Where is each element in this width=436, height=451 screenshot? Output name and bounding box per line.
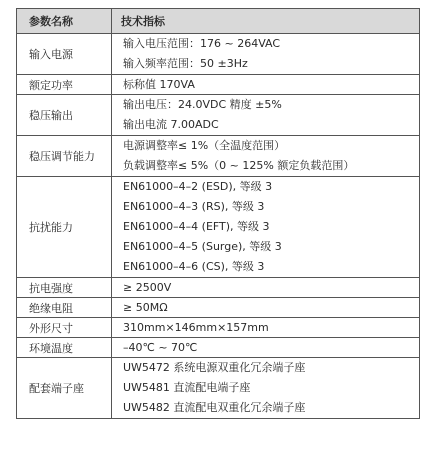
row-label: 外形尺寸 — [17, 318, 112, 338]
spec-line: 310mm×146mm×157mm — [123, 321, 269, 334]
spec-line: 负载调整率≤ 5%（0 ~ 125% 额定负载范围） — [123, 159, 355, 172]
row-label: 环境温度 — [17, 338, 112, 358]
spec-line: EN61000–4–6 (CS), 等级 3 — [123, 260, 265, 273]
row-label: 输入电源 — [17, 34, 112, 75]
spec-line: ≥ 2500V — [123, 281, 172, 294]
row-spec — [112, 278, 420, 298]
spec-line: 输入频率范围：50 ±3Hz — [123, 57, 248, 70]
spec-table — [16, 8, 420, 419]
spec-line: UW5472 系统电源双重化冗余端子座 — [123, 361, 306, 374]
table-row — [17, 298, 420, 318]
spec-line: EN61000–4–4 (EFT), 等级 3 — [123, 220, 270, 233]
row-spec — [112, 75, 420, 95]
row-label: 额定功率 — [17, 75, 112, 95]
spec-line: 输入电压范围：176 ~ 264VAC — [123, 37, 281, 50]
row-spec — [112, 136, 420, 177]
spec-line: EN61000–4–3 (RS), 等级 3 — [123, 200, 265, 213]
spec-line: UW5482 直流配电双重化冗余端子座 — [123, 401, 306, 414]
table-row — [17, 278, 420, 298]
row-spec — [112, 298, 420, 318]
header-row — [17, 9, 420, 34]
spec-line: 标称值 170VA — [123, 78, 195, 91]
table-row — [17, 34, 420, 75]
header-spec: 技术指标 — [112, 9, 420, 34]
row-spec — [112, 318, 420, 338]
table-row — [17, 338, 420, 358]
table-row — [17, 177, 420, 278]
spec-line: –40℃ ~ 70℃ — [123, 341, 198, 354]
spec-line: EN61000–4–2 (ESD), 等级 3 — [123, 180, 273, 193]
spec-line: 输出电压：24.0VDC 精度 ±5% — [123, 98, 282, 111]
row-spec — [112, 177, 420, 278]
row-spec — [112, 358, 420, 419]
table-row — [17, 136, 420, 177]
row-spec — [112, 338, 420, 358]
row-label: 抗电强度 — [17, 278, 112, 298]
spec-line: 电源调整率≤ 1%（全温度范围） — [123, 139, 286, 152]
row-label: 稳压调节能力 — [17, 136, 112, 177]
row-spec — [112, 95, 420, 136]
row-label: 稳压输出 — [17, 95, 112, 136]
table-row — [17, 358, 420, 419]
row-spec — [112, 34, 420, 75]
spec-line: EN61000–4–5 (Surge), 等级 3 — [123, 240, 282, 253]
spec-line: ≥ 50MΩ — [123, 301, 168, 314]
table-row — [17, 95, 420, 136]
row-label: 抗扰能力 — [17, 177, 112, 278]
spec-line: 输出电流 7.00ADC — [123, 118, 219, 131]
table-row — [17, 75, 420, 95]
spec-line: UW5481 直流配电端子座 — [123, 381, 251, 394]
table-row — [17, 318, 420, 338]
header-param: 参数名称 — [17, 9, 112, 34]
row-label: 绝缘电阻 — [17, 298, 112, 318]
row-label: 配套端子座 — [17, 358, 112, 419]
